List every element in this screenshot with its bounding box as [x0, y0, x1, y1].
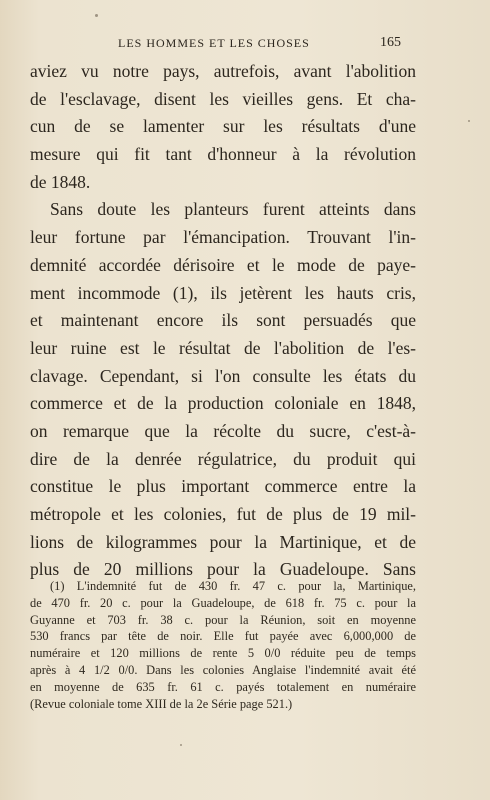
text-line: de l'esclavage, disent les vieilles gens. Et cha- [30, 88, 416, 109]
text-line: ment incommode (1), ils jetèrent les hauts cris, [30, 282, 416, 303]
text-line: leur fortune par l'émancipation. Trouvant l'in- [30, 227, 416, 248]
paper-speck [468, 120, 470, 122]
running-title: LES HOMMES ET LES CHOSES [118, 36, 310, 50]
text-line: on remarque que la récolte du sucre, c'est-à- [30, 420, 416, 441]
text-line: commerce et de la production coloniale en 1848, [30, 393, 416, 414]
text-line: demnité accordée dérisoire et le mode de paye- [30, 254, 416, 275]
page-number: 165 [380, 35, 401, 50]
footnote-line: de 470 fr. 20 c. pour la Guadeloupe, de 618 fr. 75 c. pour la [30, 595, 416, 610]
footnote-line: numéraire et 120 millions de rente 5 0/0 réduite peu de temps [30, 646, 416, 661]
text-line: constitue le plus important commerce entre la [30, 476, 416, 497]
text-line: mesure qui fit tant d'honneur à la révolution [30, 144, 416, 165]
footnote-line: 530 francs par tête de noir. Elle fut payée avec 6,000,000 de [30, 629, 416, 644]
paper-speck [180, 744, 182, 746]
text-line: leur ruine est le résultat de l'abolition de l'es- [30, 337, 416, 358]
footnote-line: en moyenne de 635 fr. 61 c. payés totalement en numéraire [30, 679, 416, 694]
footnote-line: Guyanne et 703 fr. 38 c. pour la Réunion, soit en moyenne [30, 612, 416, 627]
footnote [30, 578, 416, 712]
text-line: cun de se lamenter sur les résultats d'une [30, 116, 416, 137]
text-line: dire de la denrée régulatrice, du produit qui [30, 448, 416, 469]
paper-speck [95, 14, 98, 17]
text-line: Sans doute les planteurs furent atteints dans [50, 199, 416, 220]
body-text [30, 58, 416, 584]
footnote-line: (1) L'indemnité fut de 430 fr. 47 c. pour la, Martinique, [50, 579, 416, 593]
text-line: plus de 20 millions pour la Guadeloupe. Sans [30, 559, 416, 580]
text-line: de 1848. [30, 171, 91, 192]
footnote-line: (Revue coloniale tome XIII de la 2e Série page 521.) [30, 696, 293, 711]
text-line: aviez vu notre pays, autrefois, avant l'abolition [30, 61, 416, 81]
text-line: clavage. Cependant, si l'on consulte les états du [30, 365, 416, 386]
text-line: métropole et les colonies, fut de plus de 19 mil- [30, 504, 416, 524]
footnote-line: après à 4 1/2 0/0. Dans les colonies Anglaise l'indemnité avait été [30, 662, 416, 677]
text-line: et maintenant encore ils sont persuadés que [30, 310, 416, 331]
text-line: lions de kilogrammes pour la Martinique, et de [30, 531, 416, 552]
running-head [118, 34, 418, 52]
